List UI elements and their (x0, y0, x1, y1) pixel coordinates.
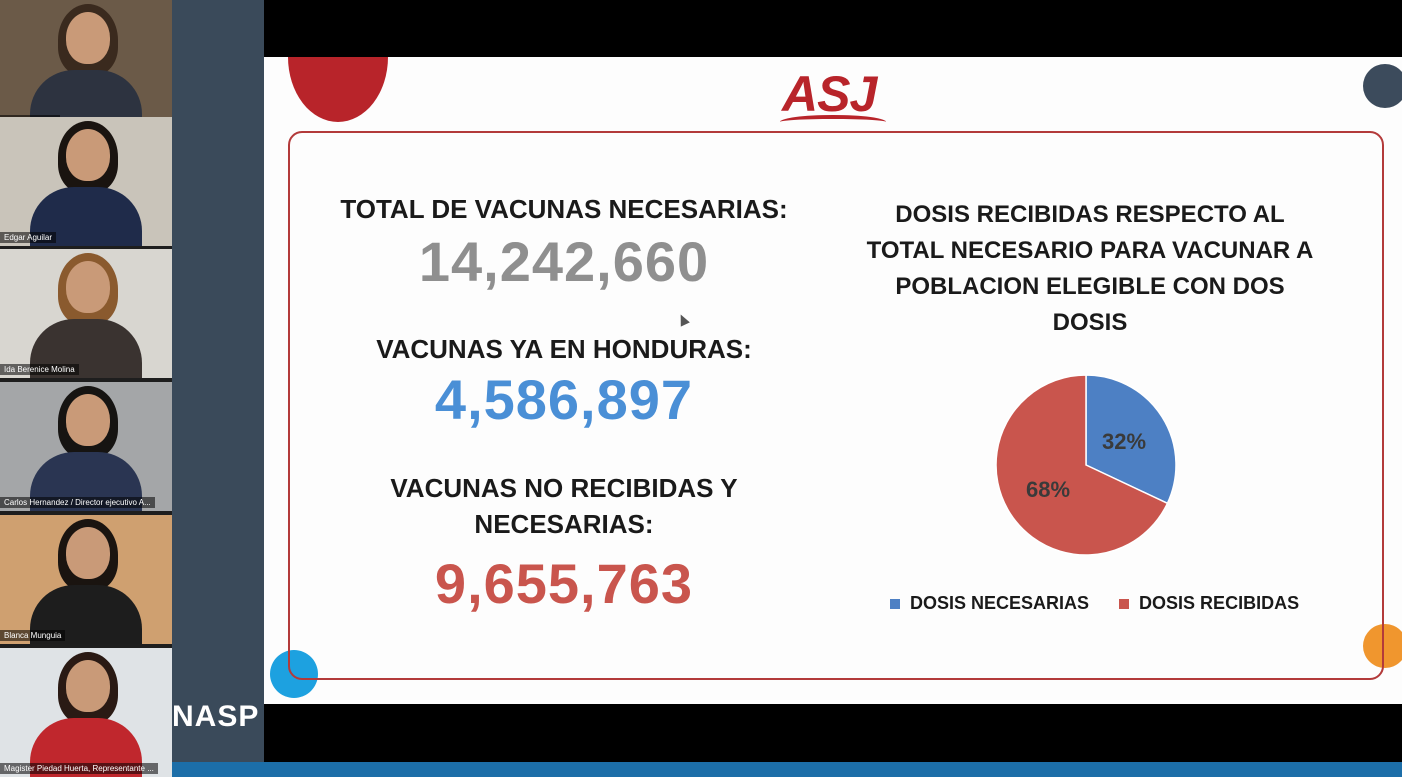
participant-face (66, 527, 110, 579)
participant-name: Edgar Aguilar (0, 232, 56, 243)
presentation-slide (264, 57, 1402, 704)
participant-name: Carlos Hernandez / Director ejecutivo A... (0, 497, 155, 508)
participant-tile[interactable] (0, 648, 172, 777)
logo-swoosh (780, 115, 886, 129)
total-label: TOTAL DE VACUNAS NECESARIAS: (340, 194, 788, 224)
total-value: 14,242,660 (418, 230, 710, 293)
letterbox-bottom (264, 704, 1402, 762)
bottom-strip (172, 762, 1402, 777)
legend-label: DOSIS RECIBIDAS (1139, 593, 1300, 613)
pie-chart (994, 373, 1178, 557)
decor-dark-circle (1363, 64, 1402, 108)
legend-item-recibidas (1119, 593, 1299, 614)
asj-logo: ASJ (782, 66, 877, 122)
participant-tile[interactable] (0, 249, 172, 378)
received-value: 4,586,897 (434, 368, 694, 431)
participant-face (66, 129, 110, 181)
received-label: VACUNAS YA EN HONDURAS: (376, 334, 752, 364)
participant-tile[interactable] (0, 515, 172, 644)
participant-tile[interactable] (0, 382, 172, 511)
participant-tile[interactable] (0, 0, 172, 129)
legend-label: DOSIS NECESARIAS (910, 593, 1090, 613)
legend-swatch (890, 599, 900, 609)
legend-swatch (1119, 599, 1129, 609)
chart-title: DOSIS RECIBIDAS RESPECTO AL TOTAL NECESARIO PARA VACUNAR A POBLACION ELEGIBLE CON DOS DOSIS (866, 201, 1314, 336)
participant-tile[interactable] (0, 117, 172, 246)
pending-label: VACUNAS NO RECIBIDAS Y NECESARIAS: (390, 473, 738, 539)
chart-legend (890, 593, 1299, 614)
participant-face (66, 12, 110, 64)
letterbox-top (264, 0, 1402, 57)
participant-name: Ida Berenice Molina (0, 364, 79, 375)
participant-face (66, 394, 110, 446)
decor-red-circle (288, 57, 388, 122)
pie-label-0: 32% (1101, 428, 1147, 454)
participant-gallery (0, 0, 172, 777)
legend-item-necesarias (890, 593, 1089, 614)
participant-name: Magister Piedad Huerta, Representante ... (0, 763, 158, 774)
background-banner-text: NASP (172, 700, 260, 733)
participant-face (66, 660, 110, 712)
participant-name: Blanca Munguia (0, 630, 65, 641)
pie-label-1: 68% (1025, 477, 1071, 503)
pending-value: 9,655,763 (434, 552, 694, 615)
participant-face (66, 261, 110, 313)
